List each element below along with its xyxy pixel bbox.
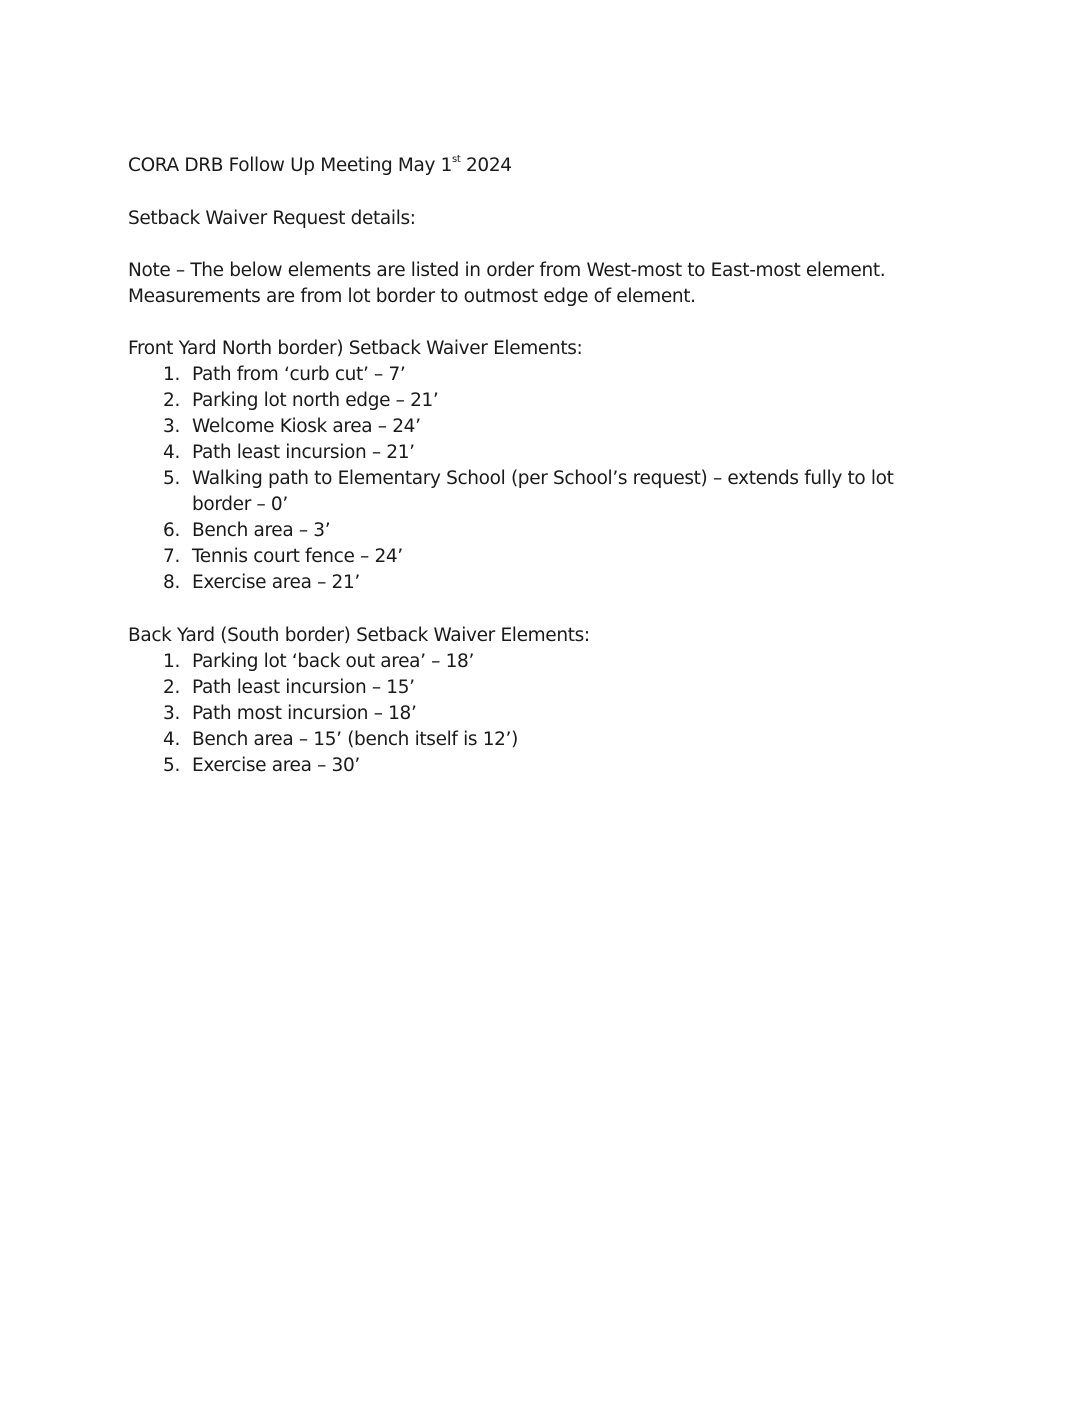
list-item	[128, 675, 928, 701]
back-yard-heading: Back Yard (South border) Setback Waiver Elements:	[128, 625, 590, 646]
list-item	[128, 570, 928, 596]
list-item-text: Path least incursion – 15’	[192, 677, 415, 698]
list-item-text: Tennis court fence – 24’	[192, 546, 403, 567]
list-item	[128, 388, 928, 414]
list-item-text: Walking path to Elementary School (per School’s request) – extends fully to lot	[192, 468, 894, 489]
back-yard-list	[128, 649, 928, 779]
list-item-text: Bench area – 3’	[192, 520, 331, 541]
title-superscript: st	[452, 154, 461, 165]
document-subtitle: Setback Waiver Request details:	[128, 208, 416, 229]
list-item-number: 3.	[163, 703, 180, 724]
document-title	[128, 153, 512, 179]
list-item-text: Welcome Kiosk area – 24’	[192, 416, 421, 437]
list-item	[128, 440, 928, 466]
list-item	[128, 701, 928, 727]
list-item-text: Parking lot north edge – 21’	[192, 390, 439, 411]
list-item-text-continued: border – 0’	[192, 494, 288, 515]
list-item	[128, 362, 928, 388]
list-item-number: 4.	[163, 442, 180, 463]
front-yard-heading: Front Yard North border) Setback Waiver Elements:	[128, 338, 583, 359]
list-item-number: 6.	[163, 520, 180, 541]
list-item-number: 7.	[163, 546, 180, 567]
note-line-1: Note – The below elements are listed in order from West-most to East-most element.	[128, 260, 886, 281]
list-item-number: 8.	[163, 572, 180, 593]
list-item-text: Path most incursion – 18’	[192, 703, 417, 724]
list-item-number: 5.	[163, 755, 180, 776]
list-item-number: 5.	[163, 468, 180, 489]
list-item	[128, 414, 928, 440]
list-item-text: Exercise area – 30’	[192, 755, 360, 776]
list-item-number: 1.	[163, 364, 180, 385]
note-line-2: Measurements are from lot border to outmost edge of element.	[128, 286, 696, 307]
title-prefix: CORA DRB Follow Up Meeting May 1	[128, 155, 453, 176]
list-item-text: Path from ‘curb cut’ – 7’	[192, 364, 406, 385]
list-item-text: Bench area – 15’ (bench itself is 12’)	[192, 729, 518, 750]
list-item-text: Path least incursion – 21’	[192, 442, 415, 463]
list-item-text: Exercise area – 21’	[192, 572, 360, 593]
list-item	[128, 649, 928, 675]
list-item	[128, 544, 928, 570]
list-item-number: 3.	[163, 416, 180, 437]
title-suffix: 2024	[460, 155, 512, 176]
list-item-number: 2.	[163, 677, 180, 698]
list-item-number: 1.	[163, 651, 180, 672]
list-item-text: Parking lot ‘back out area’ – 18’	[192, 651, 474, 672]
list-item	[128, 753, 928, 779]
list-item-number: 2.	[163, 390, 180, 411]
list-item-number: 4.	[163, 729, 180, 750]
list-item	[128, 518, 928, 544]
list-item	[128, 466, 928, 518]
front-yard-list	[128, 362, 928, 596]
list-item	[128, 727, 928, 753]
